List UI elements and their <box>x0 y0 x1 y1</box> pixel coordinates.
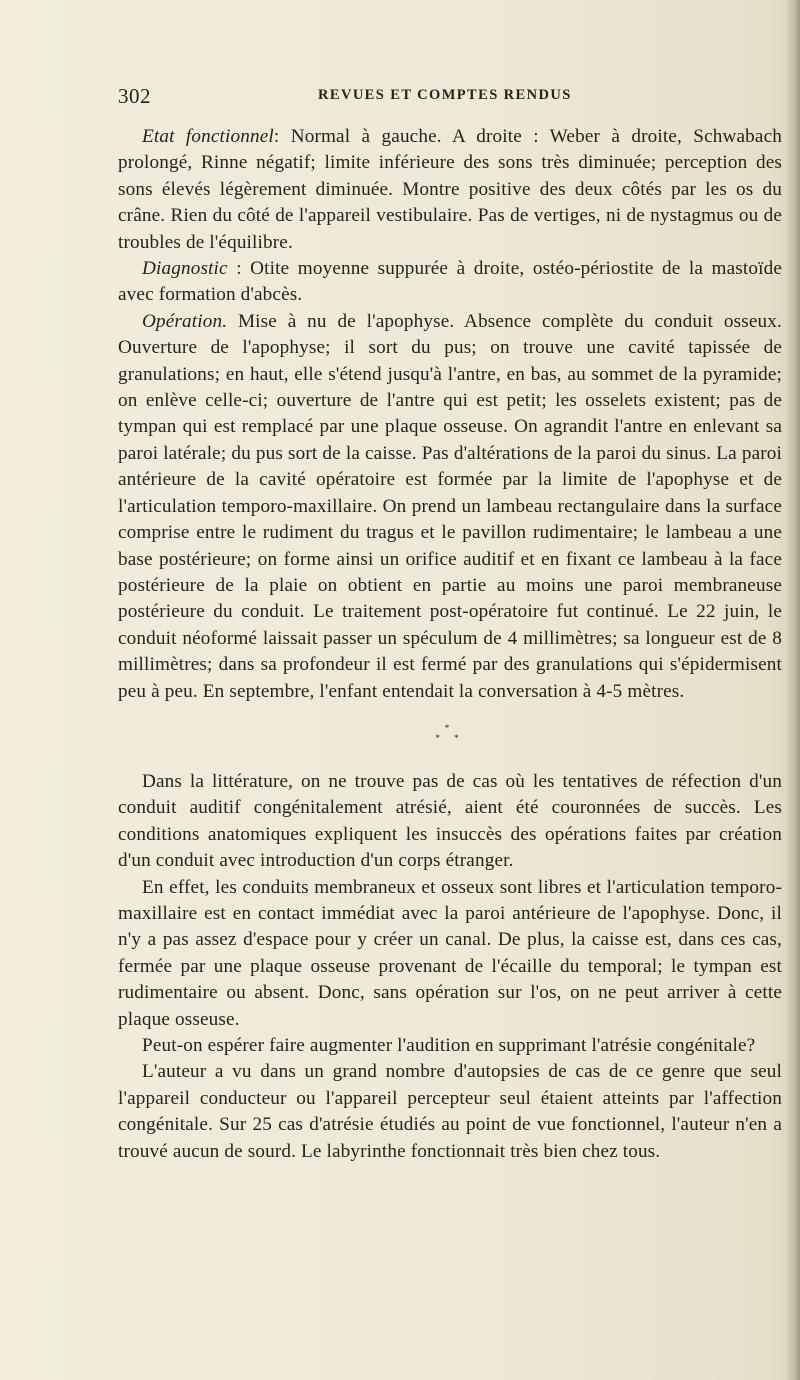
section-separator <box>118 723 782 743</box>
paragraph-text: Mise à nu de l'apophyse. Absence complète du conduit osseux. Ouverture de l'apophyse; il sort du pus; on trouve une cavité tapissée de granulations; en haut, elle s'étend jusqu'à l'antre, en bas, au sommet de la pyramide; on enlève celle-ci; ouverture de l'antre qui est petit; les osselets existent; pas de tympan qui est remplacé par une plaque osseuse. On agrandit l'antre en enlevant sa paroi latérale; du pus sort de la caisse. Pas d'altérations de la paroi du sinus. La paroi antérieure de la cavité opératoire est formée par la limite de l'apophyse et de l'articulation temporo-maxillaire. On prend un lambeau rectangulaire dans la surface comprise entre le rudiment du tragus et le pavillon rudimentaire; le lambeau a une base postérieure; on forme ainsi un orifice auditif et en fixant ce lambeau à la face postérieure de la plaie on obtient en partie au moins une paroi membraneuse postérieure du conduit. Le traitement post-opératoire fut continué. Le 22 juin, le conduit néoformé laissait passer un spéculum de 4 millimètres; sa longueur est de 8 millimètres; dans sa profondeur il est fermé par des granulations qui s'épidermisent peu à peu. En septembre, l'enfant entendait la conversation à 4-5 mètres. <box>118 310 782 702</box>
separator-star-top: * <box>444 722 456 733</box>
paragraph-litterature: Dans la littérature, on ne trouve pas de cas où les tentatives de réfection d'un conduit auditif congénitalement atrésié, aient été couronnées de succès. Les conditions anatomiques expliquent les insuccès des opérations faites par création d'un conduit avec introduction d'un corps étranger. <box>118 770 782 872</box>
paragraph-label: Etat fonctionnel <box>142 126 274 147</box>
article-body <box>118 124 782 1165</box>
paragraph-label: Diagnostic <box>142 258 228 280</box>
paragraph-etat-fonctionnel <box>118 124 782 256</box>
paragraph-label: Opération. <box>142 310 228 332</box>
running-head: REVUES ET COMPTES RENDUS <box>318 87 572 103</box>
page-edge-shadow <box>786 0 800 1380</box>
paragraph-question: Peut-on espérer faire augmenter l'audition en supprimant l'atrésie congénitale? <box>142 1035 756 1056</box>
separator-star-bottom: * * <box>435 732 465 743</box>
page-header <box>118 84 768 108</box>
page-number: 302 <box>118 84 151 108</box>
paragraph-auteur: L'auteur a vu dans un grand nombre d'autopsies de cas de ce genre que seul l'appareil conducteur ou l'appareil percepteur seul étaient atteints par l'affection congénitale. Sur 25 cas d'atrésie étudiés au point de vue fonctionnel, l'auteur n'en a trouvé aucun de sourd. Le labyrinthe fonctionnait très bien chez tous. <box>118 1061 782 1162</box>
paragraph-en-effet: En effet, les conduits membraneux et osseux sont libres et l'articulation temporo-maxillaire est en contact immédiat avec la paroi antérieure de l'apophyse. Donc, il n'y a pas assez d'espace pour y créer un canal. De plus, la caisse est, dans ces cas, fermée par une plaque osseuse provenant de l'écaille du temporal; le tympan est rudimentaire ou absent. Donc, sans opération sur l'os, on ne peut arriver à cette plaque osseuse. <box>118 876 782 1030</box>
paragraph-text: : Normal à gauche. A droite : Weber à droite, Schwabach prolongé, Rinne négatif; limite inférieure des sons très diminuée; perception des sons élevés légèrement diminuée. Montre positive des deux côtés par les os du crâne. Rien du côté de l'appareil vestibulaire. Pas de vertiges, ni de nystagmus ou de troubles de l'équilibre. <box>118 126 782 253</box>
paragraph-text: : Otite moyenne suppurée à droite, ostéo-périostite de la mastoïde avec formation d'abcès. <box>118 258 782 306</box>
paragraph-diagnostic <box>118 256 782 309</box>
paragraph-operation <box>118 309 782 705</box>
